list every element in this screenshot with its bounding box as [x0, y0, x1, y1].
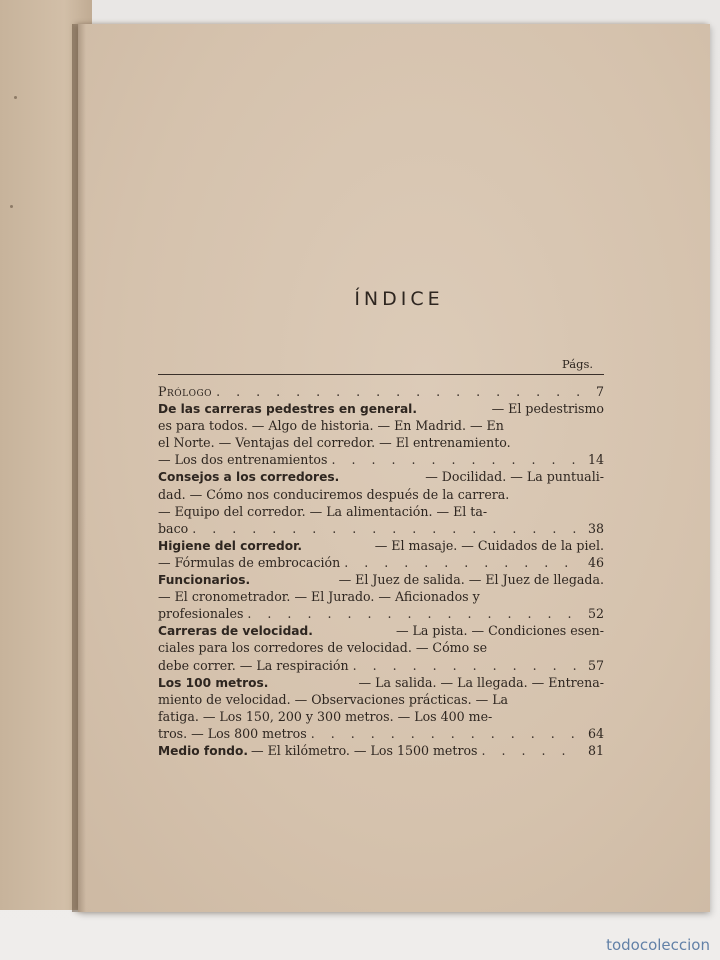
toc-entry-page: 57 — [587, 657, 604, 673]
toc-entry-text: — La salida. — La llegada. — Entrena- — [358, 674, 604, 690]
toc-entry-page: 81 — [587, 742, 604, 758]
toc-entry-text: baco — [158, 520, 189, 536]
toc-entry-text: — Docilidad. — La puntuali- — [425, 469, 604, 485]
toc-entry-text: debe correr. — La respiración — [158, 657, 349, 673]
toc-entry-text: — El pedestrismo — [491, 401, 604, 417]
toc-entry-line — [158, 554, 604, 571]
toc-entry — [158, 742, 604, 759]
toc-entry-line — [158, 605, 604, 622]
toc-entry-text: Prólogo — [158, 384, 213, 399]
dot-leader — [331, 451, 582, 468]
toc-entry-text: profesionales — [158, 606, 244, 622]
toc-entry-line — [158, 742, 604, 759]
toc-entry-heading: Higiene del corredor. — [158, 538, 303, 553]
toc-entry-page: 14 — [587, 452, 604, 468]
toc-entry-text: fatiga. — Los 150, 200 y 300 metros. — Los 400 me- — [158, 708, 493, 724]
toc-entry-line — [158, 622, 604, 639]
toc-entry-line — [158, 383, 604, 400]
toc-entry-heading: De las carreras pedestres en general. — [158, 402, 417, 417]
toc-entry-heading: Medio fondo. — [158, 743, 248, 758]
toc-entry-text: — El kilómetro. — Los 1500 metros — [251, 742, 478, 758]
toc-entry-heading: Consejos a los corredores. — [158, 470, 340, 485]
toc-entry-line — [158, 674, 604, 691]
toc-entry-line — [158, 588, 604, 605]
toc-entry — [158, 400, 604, 468]
toc-list — [158, 383, 604, 759]
toc-entry-heading: Carreras de velocidad. — [158, 624, 313, 639]
page-gutter — [72, 24, 86, 912]
toc-entry-line — [158, 417, 604, 434]
dot-leader — [311, 725, 582, 742]
toc-entry-line — [158, 434, 604, 451]
toc-entry — [158, 674, 604, 742]
toc-entry-heading: Funcionarios. — [158, 573, 251, 588]
toc-entry-text: miento de velocidad. — Observaciones prácticas. — La — [158, 691, 509, 707]
toc-entry-line — [158, 571, 604, 588]
page-title: ÍNDICE — [354, 288, 444, 310]
toc-entry-page: 7 — [595, 384, 604, 399]
toc-entry-text: — Equipo del corredor. — La alimentación. — El ta- — [158, 503, 488, 519]
dot-leader — [353, 657, 582, 674]
toc-entry-text: — El cronometrador. — El Jurado. — Aficionados y — [158, 589, 480, 605]
toc-entry-text: es para todos. — Algo de historia. — En Madrid. — En — [158, 418, 504, 434]
toc-entry — [158, 537, 604, 571]
toc-entry — [158, 468, 604, 536]
toc-entry-line — [158, 400, 604, 417]
toc-entry — [158, 571, 604, 622]
toc-entry-text: el Norte. — Ventajas del corredor. — El entrenamiento. — [158, 435, 511, 451]
toc-entry-line — [158, 725, 604, 742]
toc-entry-text: — La pista. — Condiciones esen- — [395, 623, 604, 639]
toc-entry-text: — El masaje. — Cuidados de la piel. — [374, 537, 604, 553]
toc-entry-page: 64 — [587, 725, 604, 741]
toc-entry — [158, 383, 604, 400]
toc-entry-text: tros. — Los 800 metros — [158, 725, 307, 741]
watermark: todocoleccion — [606, 936, 710, 954]
dot-leader — [216, 383, 582, 400]
dot-leader — [482, 742, 582, 759]
toc-entry-text: — Los dos entrenamientos — [158, 452, 328, 468]
toc-entry — [158, 622, 604, 673]
toc-entry-line — [158, 503, 604, 520]
toc-entry-line — [158, 520, 604, 537]
toc-entry-line — [158, 468, 604, 485]
dot-leader — [247, 605, 582, 622]
toc-entry-line — [158, 639, 604, 656]
toc-entry-text: — Fórmulas de embrocación — [158, 554, 341, 570]
toc-entry-line — [158, 451, 604, 468]
toc-entry-page: 52 — [587, 606, 604, 622]
toc-entry-text: dad. — Cómo nos conduciremos después de la carrera. — [158, 486, 510, 502]
toc-entry-line — [158, 657, 604, 674]
paper-speck — [14, 96, 17, 99]
paper-speck — [10, 205, 13, 208]
toc-entry-text: ciales para los corredores de velocidad. — Cómo se — [158, 640, 488, 656]
dot-leader — [344, 554, 582, 571]
toc-entry-page: 46 — [587, 554, 604, 570]
dot-leader — [192, 520, 582, 537]
toc-entry-line — [158, 708, 604, 725]
toc-entry-text: — El Juez de salida. — El Juez de llegada. — [338, 572, 604, 588]
toc-entry-page: 38 — [587, 520, 604, 536]
toc-entry-line — [158, 537, 604, 554]
toc-entry-line — [158, 691, 604, 708]
toc-entry-line — [158, 486, 604, 503]
pages-column-label: Págs. — [562, 357, 593, 371]
toc-entry-heading: Los 100 metros. — [158, 675, 269, 690]
header-rule — [158, 374, 604, 375]
